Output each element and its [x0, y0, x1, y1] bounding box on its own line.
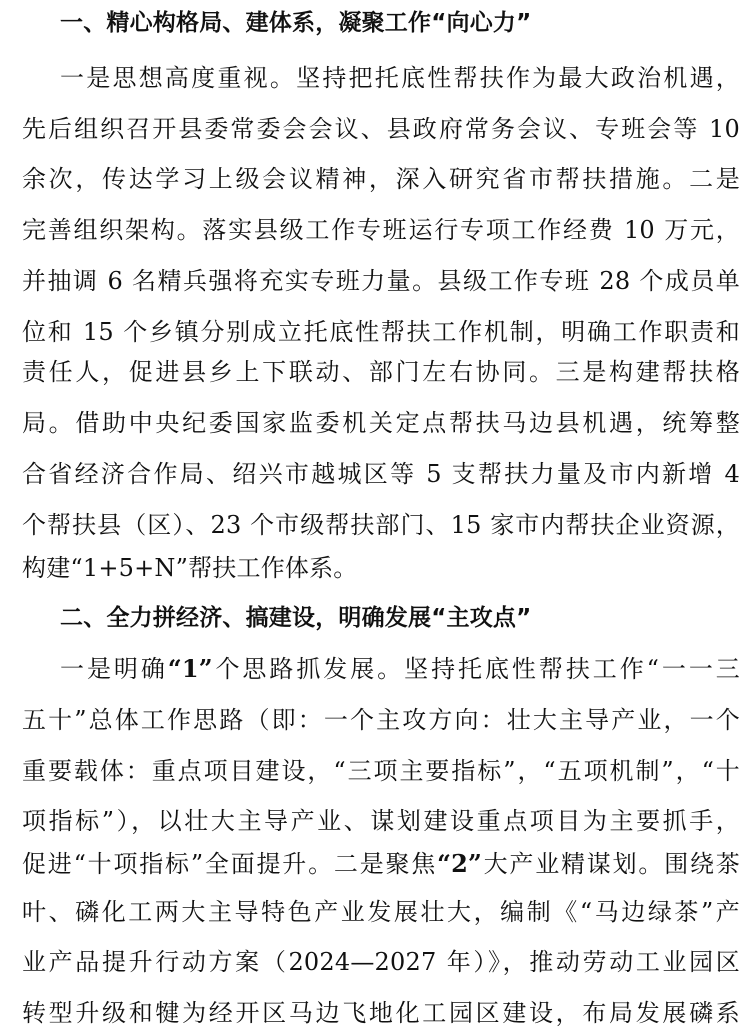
paragraph-line	[22, 845, 740, 883]
paragraph-line: 一是思想高度重视。坚持把托底性帮扶作为最大政治机遇，	[60, 64, 740, 92]
paragraph-line: 责任人，促进县乡上下联动、部门左右协同。三是构建帮扶格	[22, 358, 740, 386]
paragraph-line: 业产品提升行动方案（2024—2027 年）》，推动劳动工业园区	[22, 948, 740, 976]
paragraph-line: 个帮扶县（区）、23 个市级帮扶部门、15 家市内帮扶企业资源，	[22, 511, 740, 539]
paragraph-line: 位和 15 个乡镇分别成立托底性帮扶工作机制，明确工作职责和	[22, 318, 740, 346]
paragraph-line: 局。借助中央纪委国家监委机关定点帮扶马边县机遇，统筹整	[22, 409, 740, 437]
text-run: 个思路抓发展。坚持托底性帮扶工作“一一三	[212, 655, 740, 683]
paragraph-line: 叶、磷化工两大主导特色产业发展壮大，编制《“马边绿茶”产	[22, 898, 740, 926]
paragraph-line: 余次，传达学习上级会议精神，深入研究省市帮扶措施。二是	[22, 165, 740, 193]
emphasis-text: “1”	[167, 654, 213, 683]
paragraph-line: 合省经济合作局、绍兴市越城区等 5 支帮扶力量及市内新增 4	[22, 460, 740, 488]
paragraph-line: 重要载体：重点项目建设，“三项主要指标”，“五项机制”，“十	[22, 757, 740, 785]
paragraph-line: 项指标”），以壮大主导产业、谋划建设重点项目为主要抓手，	[22, 807, 740, 835]
text-run: 促进“十项指标”全面提升。二是聚焦	[22, 850, 438, 878]
paragraph-line	[60, 650, 740, 688]
paragraph-line: 转型升级和犍为经开区马边飞地化工园区建设，布局发展磷系	[22, 999, 740, 1027]
section-heading-2: 二、全力拼经济、搞建设，明确发展“主攻点”	[60, 605, 532, 631]
emphasis-text: “2”	[437, 849, 483, 878]
text-run: 大产业精谋划。围绕茶	[482, 850, 740, 878]
text-run: 一是明确	[60, 655, 168, 683]
section-heading-1: 一、精心构格局、建体系，凝聚工作“向心力”	[60, 10, 532, 36]
paragraph-line: 完善组织架构。落实县级工作专班运行专项工作经费 10 万元，	[22, 216, 740, 244]
paragraph-line: 并抽调 6 名精兵强将充实专班力量。县级工作专班 28 个成员单	[22, 267, 740, 295]
paragraph-line: 构建“1+5+N”帮扶工作体系。	[22, 554, 358, 582]
paragraph-line: 五十”总体工作思路（即：一个主攻方向：壮大主导产业，一个	[22, 706, 740, 734]
paragraph-line: 先后组织召开县委常委会会议、县政府常务会议、专班会等 10	[22, 115, 740, 143]
